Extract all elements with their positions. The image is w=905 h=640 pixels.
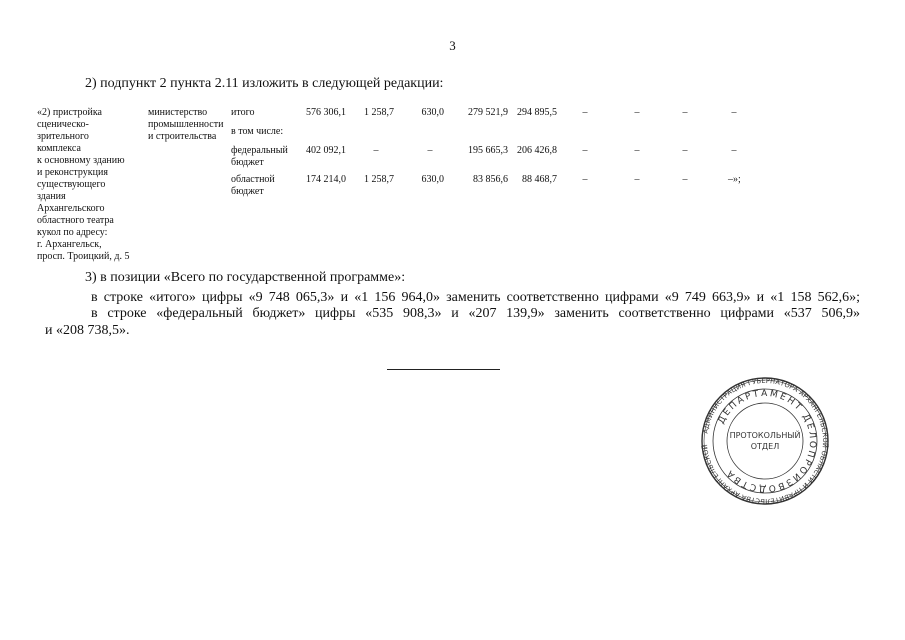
table-cell: 1 258,7 [364,174,394,185]
object-line: сценическо- [37,119,89,130]
table-cell: – [427,145,433,156]
stamp-center-line-2: ОТДЕЛ [750,442,780,451]
responsible-executor [148,107,230,143]
object-line: кукол по адресу: [37,227,108,238]
stamp-center-line-1: ПРОТОКОЛЬНЫЙ [729,431,801,440]
official-stamp [700,376,830,506]
table-cell: 206 426,8 [517,145,557,156]
row-label-federal [231,145,288,169]
separator-line [387,369,500,370]
object-line: комплекса [37,143,81,154]
item-3-line-2: в строке «федеральный бюджет» цифры «535 908,3» и «207 139,9» заменить соответственно цифрами «537 506,9» [91,306,860,321]
item-3-line-1: в строке «итого» цифры «9 748 065,3» и «1 156 964,0» заменить соответственно цифрами «9 749 663,9» и «1 158 562,6»; [91,290,860,305]
item-2-heading: 2) подпункт 2 пункта 2.11 изложить в следующей редакции: [85,76,444,91]
stamp-inner-text: ДЕПАРТАМЕНТ ДЕЛОПРОИЗВОДСТВА [716,388,818,494]
table-cell: – [634,107,640,118]
page-number: 3 [449,38,456,53]
table-cell: – [582,145,588,156]
object-line: существующего [37,179,106,190]
ministry-line: и строительства [148,131,217,142]
table-cell: – [634,174,640,185]
table-cell: 279 521,9 [468,107,508,118]
stamp-outer-text: АДМИНИСТРАЦИЯ ГУБЕРНАТОРА АРХАНГЕЛЬСКОЙ ОБЛАСТИ И ПРАВИТЕЛЬСТВА АРХАНГЕЛЬСКОЙ [701,376,830,506]
table-cell: 83 856,6 [473,174,508,185]
table-cell: 1 258,7 [364,107,394,118]
table-cell: – [582,107,588,118]
table-cell: – [731,107,737,118]
row-label-text: бюджет [231,157,264,168]
object-line: к основному зданию [37,155,125,166]
table-cell: –»; [728,174,741,185]
table-cell: – [634,145,640,156]
table-cell: – [682,174,688,185]
table-cell: 402 092,1 [306,145,346,156]
table-cell: – [682,145,688,156]
row-label-total [231,107,254,119]
object-line: и реконструкция [37,167,108,178]
table-cell: 630,0 [421,107,444,118]
table-cell: – [682,107,688,118]
stamp-seal-icon [700,376,830,506]
row-label-text: в том числе: [231,126,284,137]
row-label-text: итого [231,107,255,118]
object-line: «2) пристройка [37,107,102,118]
object-line: здания [37,191,66,202]
item-3-line-3: и «208 738,5». [45,323,130,338]
object-line: г. Архангельск, [37,239,102,250]
row-label-regional [231,174,275,198]
object-line: зрительного [37,131,89,142]
row-label-text: бюджет [231,186,264,197]
object-line: просп. Троицкий, д. 5 [37,251,130,262]
table-cell: 174 214,0 [306,174,346,185]
table-cell: 294 895,5 [517,107,557,118]
table-cell: – [582,174,588,185]
object-line: Архангельского [37,203,105,214]
table-cell: 195 665,3 [468,145,508,156]
item-3-heading: 3) в позиции «Всего по государственной программе»: [85,270,406,285]
ministry-line: министерство [148,107,208,118]
row-label-text: федеральный [231,145,288,156]
table-cell: 630,0 [421,174,444,185]
table-cell: 576 306,1 [306,107,346,118]
table-cell: – [373,145,379,156]
table-cell: – [731,145,737,156]
object-line: областного театра [37,215,114,226]
table-cell: 88 468,7 [522,174,557,185]
object-description [37,107,145,263]
ministry-line: промышленности [148,119,224,130]
row-label-including [231,126,283,138]
row-label-text: областной [231,174,275,185]
